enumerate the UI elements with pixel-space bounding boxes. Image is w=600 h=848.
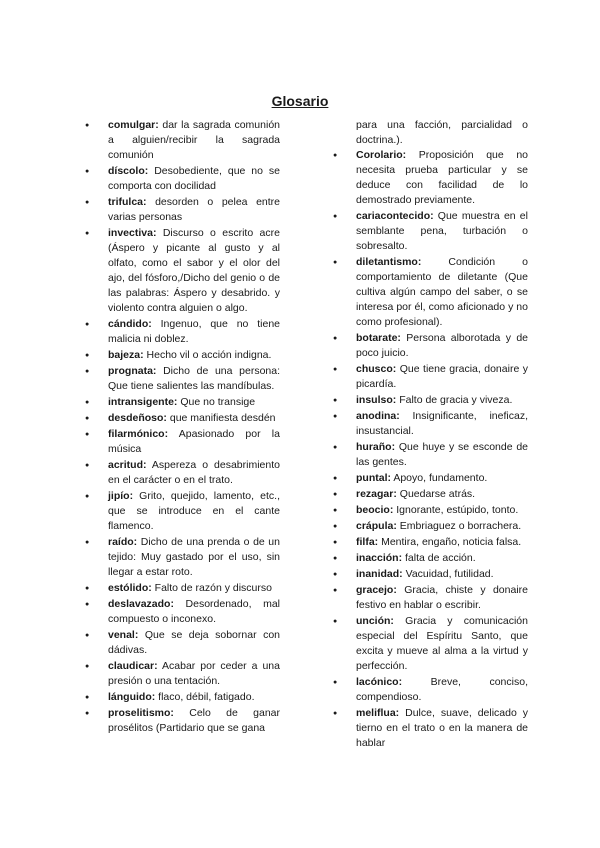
glossary-entry bbox=[108, 628, 280, 658]
glossary-term: chusco: bbox=[356, 363, 397, 375]
glossary-entry bbox=[108, 597, 280, 627]
glossary-entry bbox=[356, 519, 528, 534]
glossary-definition: Que huye y se esconde de las gentes. bbox=[356, 441, 528, 468]
glossary-term: comulgar: bbox=[108, 119, 159, 131]
glossary-definition: Vacuidad, futilidad. bbox=[405, 568, 494, 580]
glossary-entry bbox=[356, 583, 528, 613]
glossary-entry bbox=[356, 440, 528, 470]
glossary-entry bbox=[108, 317, 280, 347]
continuation-text: para una facción, parcialidad o doctrina.). bbox=[356, 119, 528, 146]
glossary-definition: falta de acción. bbox=[405, 552, 476, 564]
glossary-term: inanidad: bbox=[356, 568, 403, 580]
glossary-entry bbox=[356, 255, 528, 330]
glossary-entry bbox=[108, 348, 280, 363]
glossary-term: huraño: bbox=[356, 441, 396, 453]
glossary-definition: Insignificante, ineficaz, insustancial. bbox=[356, 410, 528, 437]
glossary-term: lánguido: bbox=[108, 691, 156, 703]
glossary-definition: flaco, débil, fatigado. bbox=[158, 691, 255, 703]
glossary-definition: Gracia, chiste y donaire festivo en hablar o escribir. bbox=[356, 584, 528, 611]
glossary-entry bbox=[108, 535, 280, 580]
glossary-term: gracejo: bbox=[356, 584, 397, 596]
glossary-term: filfa: bbox=[356, 536, 379, 548]
glossary-term: estólido: bbox=[108, 582, 152, 594]
glossary-term: proselitismo: bbox=[108, 707, 174, 719]
glossary-entry bbox=[356, 471, 528, 486]
glossary-definition: Ingenuo, que no tiene malicia ni doblez. bbox=[108, 318, 281, 345]
glossary-definition: que manifiesta desdén bbox=[169, 412, 276, 424]
glossary-entry bbox=[356, 567, 528, 582]
glossary-term: Corolario: bbox=[356, 149, 407, 161]
glossary-term: filarmónico: bbox=[108, 428, 169, 440]
glossary-entry bbox=[108, 458, 280, 488]
glossary-definition: dar la sagrada comunión a alguien/recibir la sagrada comunión bbox=[108, 119, 280, 161]
glossary-term: unción: bbox=[356, 615, 394, 627]
glossary-term: crápula: bbox=[356, 520, 397, 532]
glossary-term: claudicar: bbox=[108, 660, 158, 672]
glossary-entry bbox=[108, 690, 280, 705]
glossary-definition: Que se deja sobornar con dádivas. bbox=[108, 629, 280, 656]
glossary-entry bbox=[356, 209, 528, 254]
glossary-definition: Breve, conciso, compendioso. bbox=[356, 676, 528, 703]
glossary-term: botarate: bbox=[356, 332, 401, 344]
glossary-term: anodina: bbox=[356, 410, 400, 422]
glossary-definition: Condición o comportamiento de diletante (Que cultiva algún campo del saber, o se interesa por él, como aficionado y no como profesional). bbox=[356, 256, 528, 328]
glossary-term: desdeñoso: bbox=[108, 412, 167, 424]
page-title: Glosario bbox=[271, 93, 329, 109]
glossary-term: bajeza: bbox=[108, 349, 144, 361]
glossary-definition: desorden o pelea entre varias personas bbox=[108, 196, 280, 223]
glossary-entry bbox=[108, 659, 280, 689]
glossary-definition: Aspereza o desabrimiento en el carácter o en el trato. bbox=[108, 459, 280, 486]
glossary-definition: Desobediente, que no se comporta con docilidad bbox=[108, 165, 280, 192]
glossary-entry bbox=[356, 535, 528, 550]
glossary-term: acritud: bbox=[108, 459, 147, 471]
glossary-definition: Gracia y comunicación especial del Espíritu Santo, que excita y mueve al alma a la virtud y perfección. bbox=[356, 615, 528, 672]
glossary-entry bbox=[356, 503, 528, 518]
glossary-entry bbox=[108, 581, 280, 596]
glossary-entry bbox=[108, 411, 280, 426]
glossary-term: puntal: bbox=[356, 472, 391, 484]
glossary-entry bbox=[356, 614, 528, 674]
glossary-entry bbox=[108, 118, 280, 163]
glossary-definition: Falto de razón y discurso bbox=[154, 582, 272, 594]
glossary-entry bbox=[108, 395, 280, 410]
glossary-term: venal: bbox=[108, 629, 139, 641]
glossary-definition: Que muestra en el semblante pena, turbación o sobresalto. bbox=[356, 210, 528, 252]
glossary-definition: Quedarse atrás. bbox=[399, 488, 476, 500]
glossary-definition: Embriaguez o borrachera. bbox=[399, 520, 522, 532]
glossary-term: díscolo: bbox=[108, 165, 149, 177]
glossary-term: invectiva: bbox=[108, 227, 157, 239]
glossary-term: inacción: bbox=[356, 552, 403, 564]
glossary-term: jipío: bbox=[108, 490, 134, 502]
glossary-definition: Grito, quejido, lamento, etc., que se introduce en el cante flamenco. bbox=[108, 490, 280, 532]
glossary-entry bbox=[356, 409, 528, 439]
glossary-term: prognata: bbox=[108, 365, 157, 377]
glossary-definition: Ignorante, estúpido, tonto. bbox=[396, 504, 519, 516]
glossary-entry bbox=[356, 675, 528, 705]
left-glossary-list bbox=[108, 118, 280, 736]
glossary-entry bbox=[108, 706, 280, 736]
glossary-term: diletantismo: bbox=[356, 256, 422, 268]
glossary-entry bbox=[108, 195, 280, 225]
glossary-entry bbox=[108, 364, 280, 394]
glossary-term: insulso: bbox=[356, 394, 397, 406]
left-column bbox=[108, 118, 280, 737]
glossary-definition: Persona alborotada y de poco juicio. bbox=[356, 332, 528, 359]
glossary-entry bbox=[108, 164, 280, 194]
glossary-definition: Apoyo, fundamento. bbox=[393, 472, 488, 484]
glossary-definition: Dicho de una persona: Que tiene salientes las mandíbulas. bbox=[108, 365, 280, 392]
glossary-term: beocio: bbox=[356, 504, 394, 516]
glossary-term: meliflua: bbox=[356, 707, 400, 719]
glossary-entry bbox=[108, 226, 280, 316]
glossary-term: cándido: bbox=[108, 318, 152, 330]
glossary-entry bbox=[356, 148, 528, 208]
glossary-definition: Dicho de una prenda o de un tejido: Muy gastado por el uso, sin llegar a estar roto. bbox=[108, 536, 280, 578]
glossary-definition: Apasionado por la música bbox=[108, 428, 280, 455]
glossary-term: rezagar: bbox=[356, 488, 397, 500]
glossary-entry bbox=[108, 427, 280, 457]
glossary-entry bbox=[356, 393, 528, 408]
right-glossary-list bbox=[356, 148, 528, 751]
glossary-entry bbox=[356, 331, 528, 361]
glossary-definition: Acabar por ceder a una presión o una tentación. bbox=[108, 660, 280, 687]
glossary-definition: Que no transige bbox=[180, 396, 256, 408]
glossary-term: intransigente: bbox=[108, 396, 178, 408]
glossary-entry bbox=[356, 362, 528, 392]
glossary-term: trifulca: bbox=[108, 196, 147, 208]
glossary-entry bbox=[356, 551, 528, 566]
glossary-definition: Proposición que no necesita prueba particular y se deduce con facilidad de lo demostrado previamente. bbox=[356, 149, 528, 206]
glossary-definition: Celo de ganar prosélitos (Partidario que se gana bbox=[108, 707, 280, 734]
glossary-definition: Dulce, suave, delicado y tierno en el trato o en la manera de hablar bbox=[356, 707, 528, 749]
glossary-definition: Mentira, engaño, noticia falsa. bbox=[381, 536, 522, 548]
glossary-entry bbox=[356, 487, 528, 502]
glossary-term: cariacontecido: bbox=[356, 210, 434, 222]
glossary-entry bbox=[356, 706, 528, 751]
glossary-definition: Que tiene gracia, donaire y picardía. bbox=[356, 363, 528, 390]
glossary-definition: Desordenado, mal compuesto o inconexo. bbox=[108, 598, 280, 625]
right-column bbox=[356, 118, 528, 752]
glossary-definition: Falto de gracia y viveza. bbox=[399, 394, 513, 406]
glossary-term: deslavazado: bbox=[108, 598, 174, 610]
glossary-term: lacónico: bbox=[356, 676, 403, 688]
glossary-definition: Discurso o escrito acre (Áspero y picante al gusto y al olfato, como el sabor y el olor del ajo, del fósforo,/Dicho del genio o de las palabras: Áspero y desabrido. y violento contra alguien o algo. bbox=[108, 227, 280, 314]
glossary-term: raído: bbox=[108, 536, 138, 548]
glossary-definition: Hecho vil o acción indigna. bbox=[146, 349, 272, 361]
glossary-entry bbox=[108, 489, 280, 534]
